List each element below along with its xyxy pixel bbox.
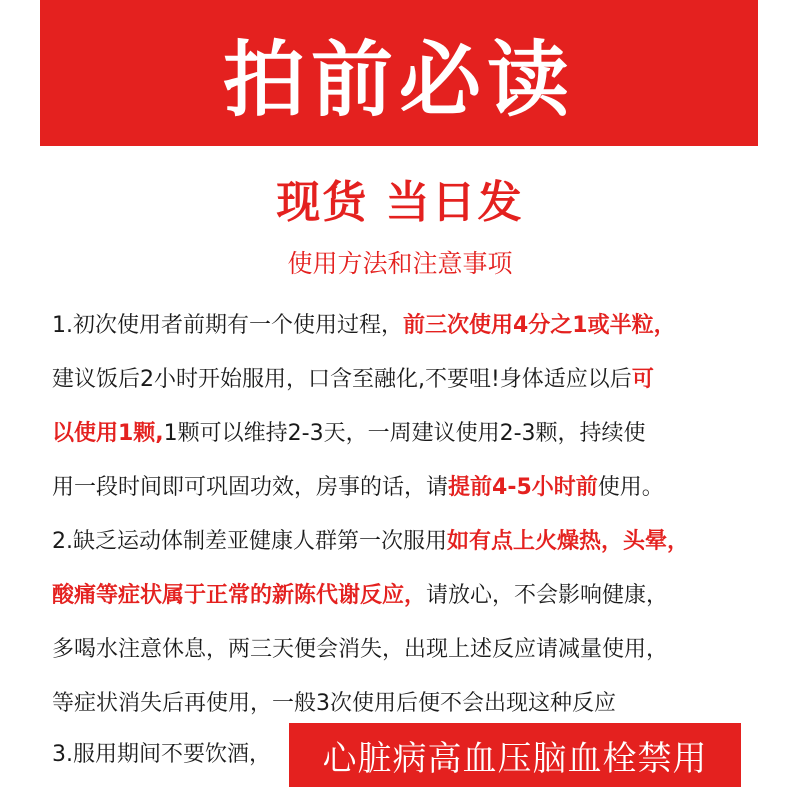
headline: 现货 当日发 [276,177,524,228]
instruction-line-6 [52,581,668,611]
instruction-line-3 [52,419,646,449]
instruction-line-9 [52,740,271,770]
line-8-text: 等症状消失后再使用，一般3次使用后便不会出现这种反应 [52,691,616,716]
instruction-line-2 [52,365,654,395]
line-5-highlight: 如有点上火燥热，头晕， [447,529,690,554]
line-2-text: 建议饭后2小时开始服用，口含至融化,不要咀!身体适应以后 [52,367,632,392]
line-4-highlight: 提前4-5小时前 [448,475,598,500]
instruction-line-1 [52,311,676,341]
instruction-line-5 [52,527,689,557]
instruction-line-7 [52,635,668,665]
line-2-highlight: 可 [631,367,654,392]
line-6-text: 请放心，不会影响健康， [426,583,669,608]
line-3-highlight: 以使用1颗, [52,421,164,446]
line-1-text: 1.初次使用者前期有一个使用过程， [52,313,403,338]
instruction-line-8 [52,689,616,719]
line-4-tail: 使用。 [597,475,664,500]
line-7-text: 多喝水注意休息，两三天便会消失，出现上述反应请减量使用， [52,637,669,662]
warning-text: 心脏病高血压脑血栓禁用 [322,738,708,779]
line-5-text: 2.缺乏运动体制差亚健康人群第一次服用 [52,529,447,554]
title-banner [40,0,758,146]
instruction-line-4 [52,473,664,503]
line-9-text: 3.服用期间不要饮酒， [52,742,271,767]
line-3-text: 1颗可以维持2-3天，一周建议使用2-3颗，持续使 [163,421,646,446]
line-1-highlight: 前三次使用4分之1或半粒， [403,313,676,338]
line-4-text: 用一段时间即可巩固功效，房事的话，请 [52,475,449,500]
subheading: 使用方法和注意事项 [287,249,513,278]
line-6-highlight: 酸痛等症状属于正常的新陈代谢反应， [52,583,427,608]
warning-box [289,723,741,787]
banner-title: 拍前必读 [222,32,575,128]
